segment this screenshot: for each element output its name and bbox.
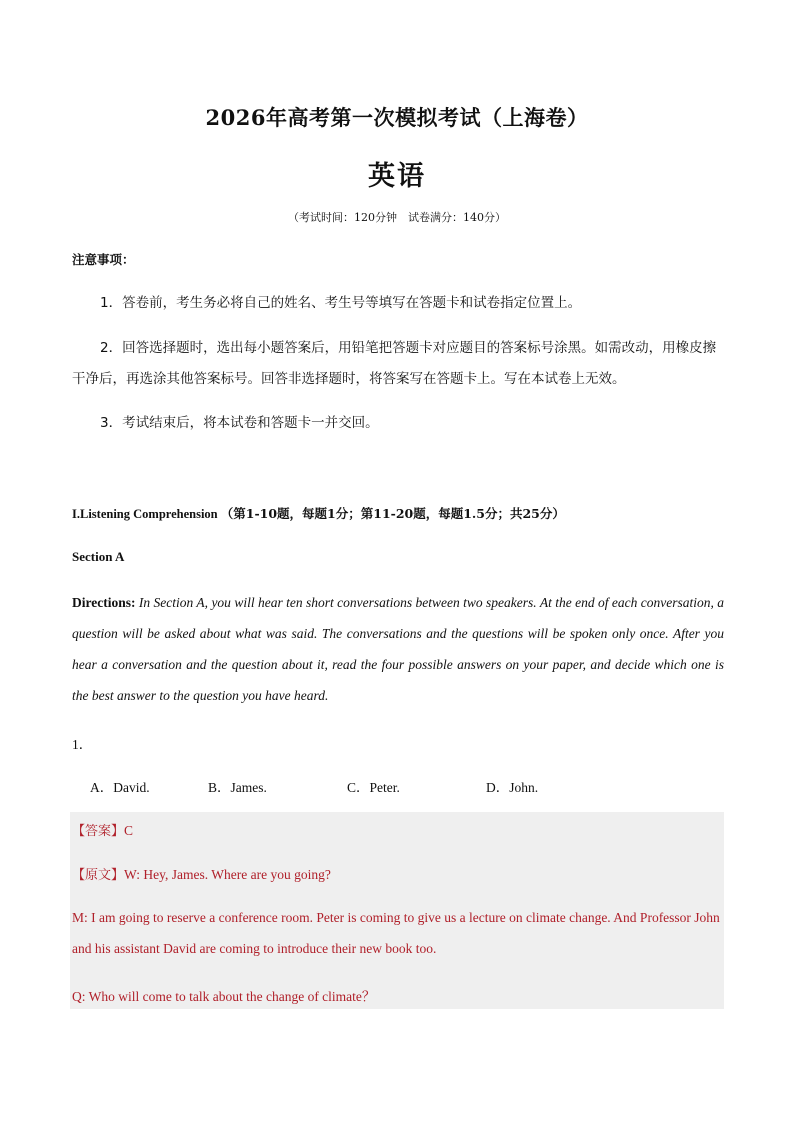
notice-heading: 注意事项：	[72, 252, 135, 267]
question-number: 1．	[72, 737, 93, 752]
notice-item-3: 3．考试结束后，将本试卷和答题卡一并交回。	[100, 415, 379, 431]
transcript-tag: 【原文】	[72, 868, 125, 883]
option-d: D．John.	[486, 780, 539, 795]
subject-title: 英语	[368, 161, 426, 192]
option-b: B．James.	[208, 780, 267, 795]
option-a: A．David.	[90, 780, 150, 795]
option-c: C．Peter.	[347, 780, 400, 795]
transcript-question: Q: Who will come to talk about the change of climate？	[72, 989, 376, 1004]
directions-label: Directions:	[72, 595, 136, 610]
answer-value: C	[124, 823, 134, 838]
directions-text: In Section A, you will hear ten short conversations between two speakers. At the end of each conversation, a question will be asked about what was said. The conversations and the questions will be spoken only once. After you hear a conversation and the question about it, read the four possible answers on your paper, and decide which one is the best answer to the question you have heard.	[72, 595, 725, 703]
section-heading: Section A	[72, 549, 125, 564]
part-title	[72, 504, 565, 522]
part-title-en: I.Listening Comprehension	[72, 507, 218, 521]
directions	[72, 587, 724, 711]
notice-item-1: 1．答卷前，考生务必将自己的姓名、考生号等填写在答题卡和试卷指定位置上。	[100, 295, 582, 311]
transcript-line	[72, 864, 331, 883]
answer-tag: 【答案】	[72, 824, 125, 839]
exam-title: 2026年高考第一次模拟考试（上海卷）	[205, 105, 589, 130]
exam-info: （考试时间：120分钟 试卷满分：140分）	[288, 211, 506, 224]
transcript-woman: W: Hey, James. Where are you going?	[124, 867, 331, 882]
answer-line	[72, 820, 133, 839]
part-title-scoring: （第1-10题，每题1分；第11-20题，每题1.5分；共25分）	[220, 506, 565, 521]
transcript-man: M: I am going to reserve a conference room. Peter is coming to give us a lecture on climate change. And Professor John and his assistant David are coming to introduce their new book too.	[72, 910, 720, 956]
notice-item-2: 2．回答选择题时，选出每小题答案后，用铅笔把答题卡对应题目的答案标号涂黑。如需改动，用橡皮擦干净后，再选涂其他答案标号。回答非选择题时，将答案写在答题卡上。写在本试卷上无效。	[72, 340, 717, 387]
